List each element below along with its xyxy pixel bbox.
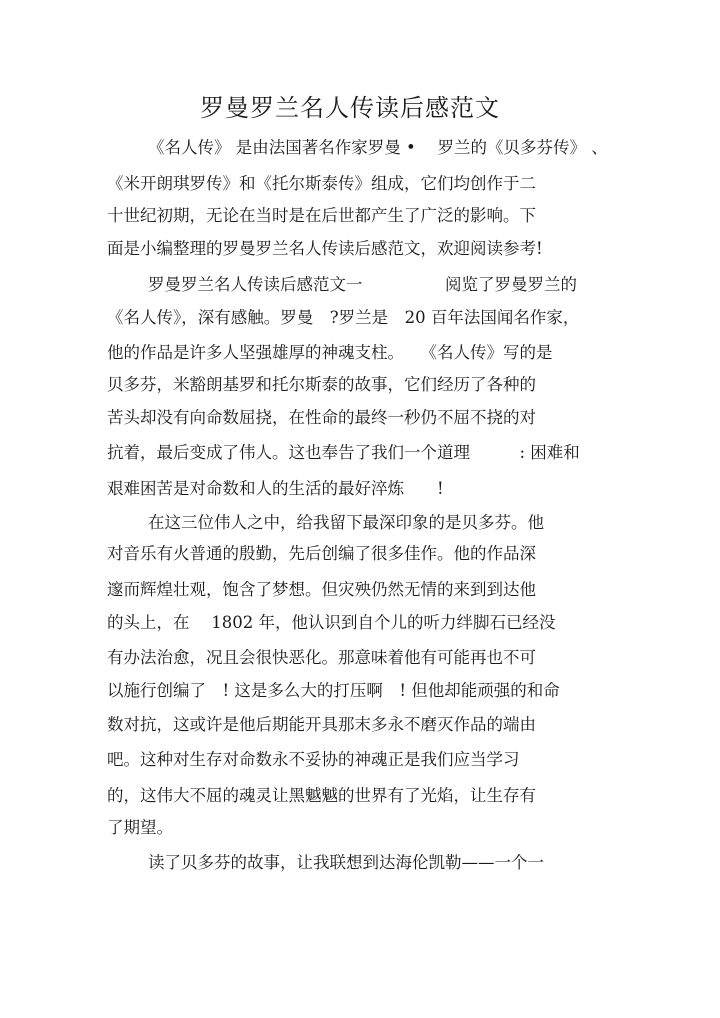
paragraph-line: 《名人传》，深有感触。罗曼 ?罗兰是 20 百年法国闻名作家， — [107, 308, 580, 327]
paragraph-line: 对音乐有火普通的殷勤，先后创编了很多佳作。他的作品深 — [107, 544, 536, 563]
paragraph-line: 苦头却没有向命数屈挠，在性命的最终一秒仍不屈不挠的对 — [107, 408, 536, 427]
paragraph-line: 贝多芬，米豁朗基罗和托尔斯泰的故事，它们经历了各种的 — [107, 375, 536, 394]
paragraph-line: 《米开朗琪罗传》和《托尔斯泰传》组成，它们均创作于二 — [107, 174, 536, 193]
paragraph-line: 在这三位伟人之中，给我留下最深印象的是贝多芬。他 — [148, 513, 544, 532]
paragraph-line: 邃而辉煌壮观，饱含了梦想。但灾殃仍然无情的来到到达他 — [107, 580, 536, 599]
paragraph-line: 了期望。 — [107, 818, 173, 837]
paragraph-line: 数对抗，这或许是他后期能开具那末多永不磨灭作品的端由 — [107, 715, 536, 734]
paragraph-line: 的头上，在 1802 年，他认识到自个儿的听力绊脚石已经没 — [107, 613, 556, 632]
paragraph-line: 艰难困苦是对命数和人的生活的最好淬炼 ! — [107, 479, 444, 498]
paragraph-line: 他的作品是许多人坚强雄厚的神魂支柱。 《名人传》写的是 — [107, 343, 553, 362]
paragraph-line: 以施行创编了 ! 这是多么大的打压啊 ! 但他却能顽强的和命 — [107, 681, 560, 700]
paragraph-line: 罗曼罗兰名人传读后感范文一 阅览了罗曼罗兰的 — [148, 275, 577, 294]
paragraph-line: 抗着，最后变成了伟人。这也奉告了我们一个道理 : 困难和 — [107, 443, 580, 462]
paragraph-line: 有办法治愈，况且会很快恶化。那意味着他有可能再也不可 — [107, 648, 536, 667]
document-title: 罗曼罗兰名人传读后感范文 — [200, 94, 500, 122]
paragraph-line: 的，这伟大不屈的魂灵让黑魆魆的世界有了光焰，让生存有 — [107, 786, 536, 805]
paragraph-line: 读了贝多芬的故事，让我联想到达海伦凯勒——一个一 — [148, 853, 544, 872]
paragraph-line: 吧。这种对生存对命数永不妥协的神魂正是我们应当学习 — [107, 750, 520, 769]
paragraph-line: 《名人传》 是由法国著名作家罗曼 • 罗兰的《贝多芬传》 、 — [148, 138, 608, 157]
paragraph-line: 十世纪初期，无论在当时是在后世都产生了广泛的影响。下 — [107, 206, 536, 225]
paragraph-line: 面是小编整理的罗曼罗兰名人传读后感范文，欢迎阅读参考! — [107, 239, 543, 258]
